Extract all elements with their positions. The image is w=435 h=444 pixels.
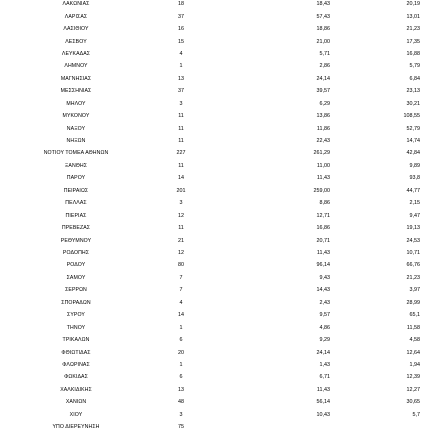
rate-value-2: 21,23 [406,274,420,281]
rate-value-2: 9,47 [409,212,420,219]
table-row [0,50,435,59]
table-row [0,349,435,358]
table-row [0,174,435,183]
region-name: ΡΕΘΥΜΝΟΥ [60,237,92,244]
rate-value-2: 28,99 [406,299,420,306]
rate-value: 9,29 [319,337,330,344]
rate-value: 9,43 [319,274,330,281]
rate-value: 4,86 [319,324,330,331]
rate-value: 1,43 [319,361,330,368]
case-count: 6 [179,374,183,381]
case-count: 11 [178,225,184,232]
region-name: ΝΑΞΟΥ [66,125,86,132]
case-count: 21 [178,237,184,244]
table-row [0,62,435,71]
region-name: ΝΗΞΩΝ [66,138,86,145]
rate-value-2: 108,55 [403,113,420,120]
region-name: ΦΘΙΩΤΙΔΑΣ [61,349,91,356]
region-name: ΧΙΟΥ [69,411,83,418]
region-name: ΤΗΝΟΥ [66,324,86,331]
table-row [0,249,435,258]
case-count: 16 [178,26,184,33]
region-name: ΜΥΚΟΝΟΥ [62,113,90,120]
rate-value-2: 17,35 [406,38,420,45]
rate-value: 11,43 [316,386,330,393]
region-name: ΛΑΚΩΝΙΑΣ [62,1,90,8]
table-row [0,149,435,158]
table-row [0,199,435,208]
rate-value: 14,43 [316,287,330,294]
rate-value-2: 44,77 [406,187,420,194]
rate-value-2: 11,58 [406,324,420,331]
rate-value: 9,57 [319,312,330,319]
case-count: 11 [178,113,184,120]
table-row [0,100,435,109]
rate-value: 11,43 [316,175,330,182]
rate-value-2: 13,01 [406,13,420,20]
region-name: ΜΑΓΝΗΣΙΑΣ [60,75,92,82]
rate-value: 11,43 [316,250,330,256]
case-count: 3 [179,411,183,418]
region-name: ΥΠΟ ΔΙΕΡΕΥΝΗΣΗ [52,424,100,431]
rate-value: 8,86 [319,200,330,207]
table-row [0,411,435,420]
rate-value-2: 2,15 [409,200,420,207]
case-count: 1 [179,324,183,331]
case-count: 7 [179,287,183,294]
case-count: 13 [178,386,184,393]
region-name: ΦΛΩΡΙΝΑΣ [62,361,90,368]
case-count: 201 [176,187,186,194]
rate-value-2: 12,64 [406,349,420,356]
rate-value: 12,71 [316,212,330,219]
case-count: 80 [178,262,184,269]
case-count: 12 [178,212,184,219]
rate-value: 6,29 [319,100,330,107]
case-count: 11 [178,138,184,145]
region-name: ΠΕΛΛΑΣ [65,200,87,207]
table-row [0,38,435,47]
region-name: ΡΟΔΟΠΗΣ [62,250,90,256]
rate-value-2: 24,53 [406,237,420,244]
rate-value: 96,14 [316,262,330,269]
table-row [0,125,435,134]
rate-value-2: 42,84 [406,150,420,157]
rate-value: 18,43 [316,1,330,8]
region-name: ΣΥΡΟΥ [67,312,85,319]
rate-value-2: 66,76 [406,262,420,269]
rate-value: 39,57 [316,88,330,95]
case-count: 18 [178,1,184,8]
rate-value: 20,71 [316,237,330,244]
case-count: 6 [179,337,183,344]
rate-value-2: 16,88 [406,50,420,57]
table-row [0,373,435,382]
case-count: 14 [178,175,184,182]
case-count: 37 [178,13,184,20]
rate-value: 259,00 [313,187,330,194]
case-count: 11 [178,162,184,169]
case-count: 3 [179,100,183,107]
rate-value-2: 10,71 [406,250,420,256]
rate-value: 5,71 [319,50,330,57]
region-name: ΛΕΥΚΑΔΑΣ [61,50,91,57]
table-row [0,336,435,345]
region-name: ΠΕΙΡΑΙΩΣ [63,187,89,194]
table-row [0,324,435,333]
rate-value: 18,86 [316,26,330,33]
rate-value-2: 1,94 [409,361,420,368]
case-count: 15 [178,38,184,45]
region-name: ΜΕΣΣΗΝΙΑΣ [60,88,92,95]
region-name: ΠΙΕΡΙΑΣ [65,212,87,219]
region-name: ΛΑΣΙΘΙΟΥ [63,26,89,33]
rate-value-2: 20,19 [406,1,420,8]
region-name: ΣΕΡΡΩΝ [65,287,87,294]
rate-value-2: 93,8 [409,175,420,182]
rate-value: 57,43 [316,13,330,20]
rate-value-2: 19,13 [406,225,420,232]
case-count: 14 [178,312,184,319]
region-name: ΡΟΔΟΥ [66,262,86,269]
table-row [0,112,435,121]
case-count: 227 [176,150,186,157]
rate-value: 24,14 [316,75,330,82]
table-row [0,13,435,22]
rate-value: 16,86 [316,225,330,232]
rate-value: 2,43 [319,299,330,306]
rate-value-2: 5,79 [409,63,420,70]
table-row [0,212,435,221]
region-name: ΞΑΝΘΗΣ [64,162,88,169]
case-count: 4 [179,50,183,57]
table-row [0,286,435,295]
region-name: ΣΑΜΟΥ [66,274,86,281]
table-row [0,261,435,270]
table-row [0,187,435,196]
table-row [0,423,435,432]
table-row [0,274,435,283]
rate-value-2: 21,23 [406,26,420,33]
region-name: ΝΟΤΙΟΥ ΤΟΜΕΑ ΑΘΗΝΩΝ [43,150,109,157]
region-name: ΦΩΚΙΔΑΣ [64,374,88,381]
region-name: ΣΠΟΡΑΔΩΝ [61,299,91,306]
table-row [0,237,435,246]
case-count: 48 [178,399,184,406]
table-row [0,87,435,96]
rate-value-2: 5,7 [412,411,420,418]
region-name: ΛΕΣΒΟΥ [65,38,87,45]
rate-value-2: 23,13 [406,88,420,95]
case-count: 3 [179,200,183,207]
table-row [0,137,435,146]
rate-value-2: 14,74 [406,138,420,145]
case-count: 11 [178,125,184,132]
rate-value: 6,71 [319,374,330,381]
case-count: 12 [178,250,184,256]
region-name: ΧΑΝΙΩΝ [65,399,87,406]
rate-value: 10,43 [316,411,330,418]
case-count: 75 [178,424,184,431]
region-name: ΜΗΛΟΥ [66,100,86,107]
table-row [0,0,435,9]
case-count: 37 [178,88,184,95]
region-name: ΠΑΡΟΥ [66,175,86,182]
region-name: ΛΑΡΙΣΑΣ [64,13,88,20]
region-name: ΧΑΛΚΙΔΙΚΗΣ [60,386,92,393]
table-row [0,224,435,233]
region-name: ΠΡΕΒΕΖΑΣ [61,225,91,232]
table-row [0,299,435,308]
table-row [0,75,435,84]
case-count: 1 [179,63,183,70]
rate-value-2: 30,65 [406,399,420,406]
table-row [0,25,435,34]
rate-value-2 [368,423,420,432]
rate-value-2: 12,27 [406,386,420,393]
rate-value-2: 4,58 [409,337,420,344]
rate-value-2: 65,1 [409,312,420,319]
rate-value: 11,86 [316,125,330,132]
region-name: ΛΗΜΝΟΥ [64,63,88,70]
table-row [0,162,435,171]
rate-value: 22,43 [316,138,330,145]
rate-value: 24,14 [316,349,330,356]
rate-value: 11,00 [316,162,330,169]
table-row [0,311,435,320]
rate-value-2: 9,89 [409,162,420,169]
rate-value-2: 3,97 [409,287,420,294]
case-count: 1 [179,361,183,368]
case-count: 20 [178,349,184,356]
rate-value: 21,00 [316,38,330,45]
case-count: 7 [179,274,183,281]
rate-value-2: 30,21 [406,100,420,107]
rate-value-2: 12,39 [406,374,420,381]
case-count: 13 [178,75,184,82]
rate-value: 261,29 [313,150,330,157]
case-count: 4 [179,299,183,306]
rate-value-2: 52,79 [406,125,420,132]
rate-value [272,423,330,432]
table-row [0,386,435,395]
rate-value: 56,14 [316,399,330,406]
table-row [0,361,435,370]
rate-value: 2,86 [319,63,330,70]
table-row [0,398,435,407]
rate-value-2: 6,84 [409,75,420,82]
rate-value: 13,86 [316,113,330,120]
region-name: ΤΡΙΚΑΛΩΝ [62,337,90,344]
